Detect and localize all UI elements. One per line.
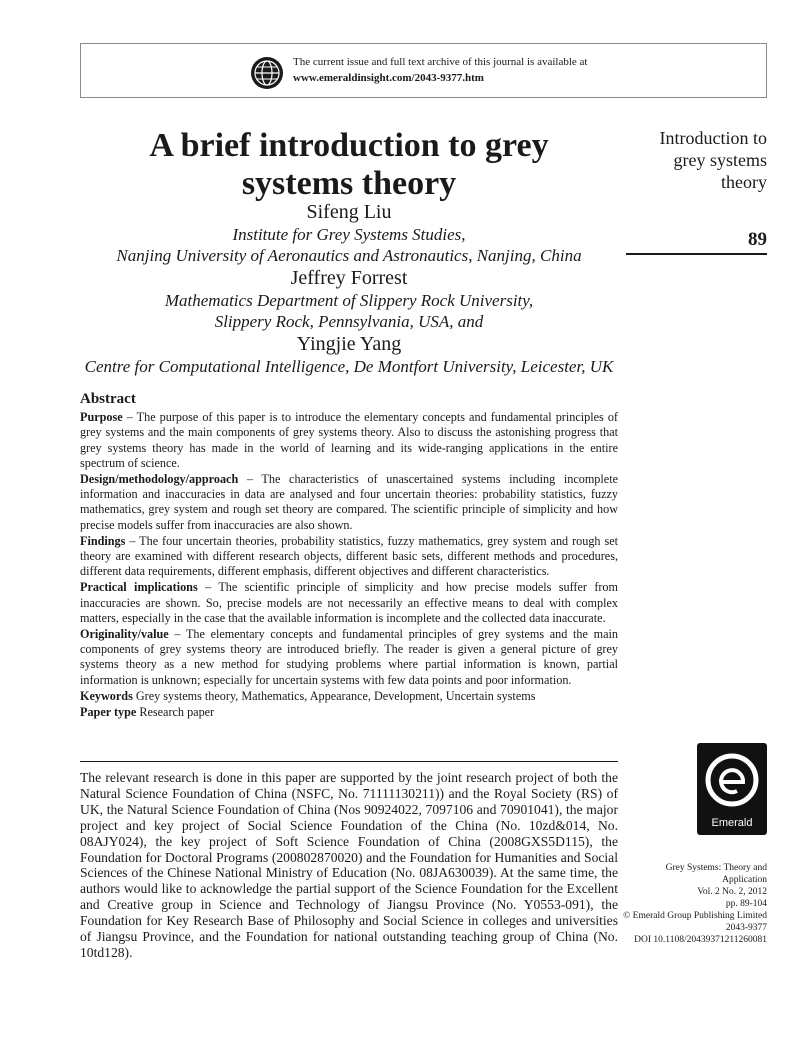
author-list	[80, 200, 618, 377]
paper-title	[80, 127, 618, 203]
section-label: Practical implications	[80, 580, 198, 595]
author-affiliation: Nanjing University of Aeronautics and Astronautics, Nanjing, China	[116, 246, 582, 265]
section-text: – The characteristics of unascertained systems including incomplete information and inaccuracies in data are analysed and four uncertain theories: probability statistics, fuzzy mathematics, grey system and rough set theory are compared. The scientific principle of simplicity and how precise models suffer from inaccuracies are also shown.	[80, 472, 618, 532]
author-name: Sifeng Liu	[306, 201, 392, 223]
abstract-section	[80, 410, 618, 471]
section-text: – The four uncertain theories, probability statistics, fuzzy mathematics, grey system and rough set theory are examined with different research objects, different basic sets, different methods and procedures, different data requirements, different emphasis, different objectives and different characteristics.	[80, 533, 618, 579]
running-head-line: Introduction to	[659, 128, 767, 148]
logo-wordmark: Emerald	[711, 817, 753, 829]
funding-note: The relevant research is done in this paper are supported by the joint research project of both the Natural Science Foundation of China (NSFC, No. 71111130211)) and the Royal Society (RS) of UK, the Natural Science Foundation of China (Nos 90924022, 7097106 and 70901041), the major project and key project of Social Science Foundation of the China (No. 10zd&014, No. 08AJY024), the key project of Soft Science Foundation of China (2008GXS5D115), the Foundation for Doctoral Programs (200802870020) and the Foundation for Humanities and Social Sciences of the Chinese National Ministry of Education (No. 08JA630039). At the same time, the authors would like to acknowledge the partial support of the Science Foundation for the Excellent and Creative group in Science and Technology of Jiangsu Province (No. Y0553-091), the Foundation for Key Research Base of Philosophy and Social Science in colleges and universities of Jiangsu Province, and the Foundation for national outstanding teaching group of China (No. 10td128).	[80, 770, 618, 960]
side-divider	[626, 253, 767, 255]
title-line-1: A brief introduction to grey	[149, 127, 549, 164]
abstract-section	[80, 580, 618, 626]
emerald-logo	[697, 743, 767, 835]
author-name: Jeffrey Forrest	[290, 267, 408, 289]
section-text: – The scientific principle of simplicity and how precise models suffer from inaccuracies are shown. So, precise models are not necessarily an effective means to deal with complex matters, especially in the case that the available information is incomplete and the collected data inaccurate.	[80, 580, 619, 625]
journal-url-link[interactable]: www.emeraldinsight.com/2043-9377.htm	[293, 72, 484, 84]
author-affiliation: Mathematics Department of Slippery Rock University,	[164, 291, 534, 310]
pubinfo-line: © Emerald Group Publishing Limited	[623, 911, 767, 921]
abstract	[80, 392, 618, 721]
emerald-logo-icon	[697, 745, 767, 815]
pubinfo-line: 2043-9377	[725, 923, 767, 933]
running-head-line: theory	[721, 172, 767, 192]
section-text: Research paper	[136, 705, 215, 720]
page-number: 89	[748, 229, 767, 250]
author-name: Yingjie Yang	[296, 333, 402, 355]
abstract-section	[80, 627, 618, 688]
paper-type	[80, 705, 618, 720]
section-label: Findings	[80, 533, 126, 548]
abstract-section	[80, 534, 618, 580]
running-head	[597, 127, 767, 193]
pubinfo-line: Grey Systems: Theory and	[665, 863, 767, 873]
publication-info	[577, 862, 767, 946]
running-head-line: grey systems	[673, 150, 767, 170]
availability-text: The current issue and full text archive of this journal is available at	[293, 56, 588, 68]
author-affiliation: Centre for Computational Intelligence, De Montfort University, Leicester, UK	[84, 357, 614, 376]
pubinfo-line: Application	[722, 875, 767, 885]
abstract-section	[80, 472, 618, 533]
journal-availability-box	[80, 43, 767, 98]
section-label: Design/methodology/approach	[80, 472, 239, 487]
footnote-divider	[80, 761, 618, 762]
section-label: Keywords	[80, 688, 133, 703]
section-text: Grey systems theory, Mathematics, Appearance, Development, Uncertain systems	[132, 688, 536, 703]
keywords	[80, 689, 618, 704]
section-text: – The purpose of this paper is to introduce the elementary concepts and fundamental principles of grey systems and the main components of grey systems theory. Also to discuss the astonishing progress that grey systems theory has made in the world of learning and its wide-ranging applications in the entire spectrum of science.	[80, 410, 618, 470]
abstract-heading: Abstract	[80, 391, 136, 407]
title-line-2: systems theory	[241, 165, 457, 202]
pubinfo-line: Vol. 2 No. 2, 2012	[697, 887, 767, 897]
author-affiliation: Institute for Grey Systems Studies,	[232, 225, 466, 244]
doi-link[interactable]: DOI 10.1108/20439371211260081	[634, 935, 767, 945]
section-label: Paper type	[80, 705, 137, 720]
globe-icon	[250, 56, 284, 90]
author-affiliation: Slippery Rock, Pennsylvania, USA, and	[214, 312, 484, 331]
section-label: Purpose	[80, 410, 123, 425]
section-label: Originality/value	[80, 627, 169, 642]
pubinfo-line: pp. 89-104	[725, 899, 767, 909]
section-text: – The elementary concepts and fundamental principles of grey systems and the main components of grey systems theory are introduced briefly. The reader is given a general picture of grey systems theory as a new method for studying problems where partial information is known, partial information is unknown; especially for uncertain systems with few data points and poor information.	[80, 627, 618, 687]
